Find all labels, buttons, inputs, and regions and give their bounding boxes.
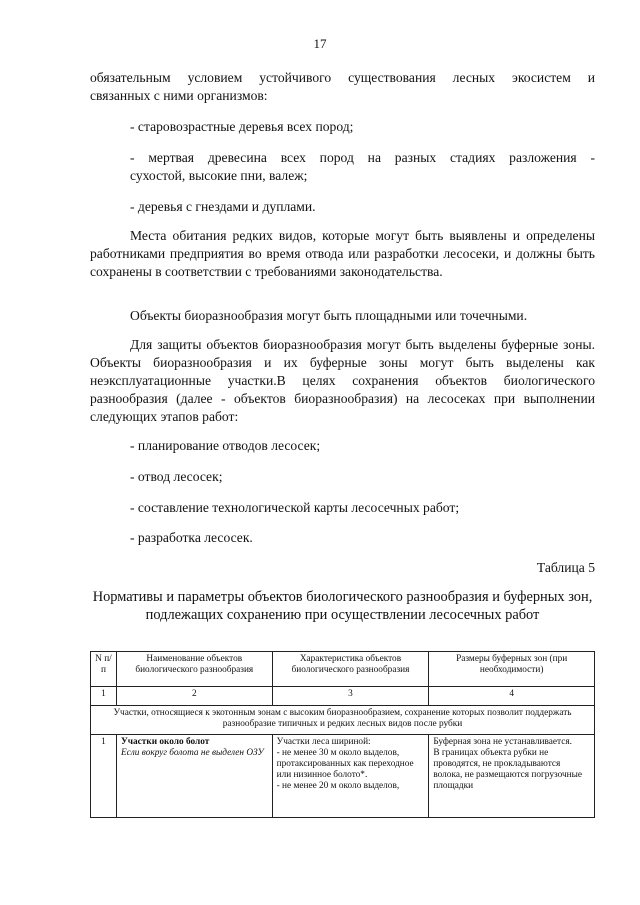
list-item: - разработка лесосек. <box>130 530 253 545</box>
paragraph: Для защиты объектов биоразнообразия могут быть выделены буферные зоны. Объекты биоразнообразия и их буферные зоны могут быть выделены как неэксплуатационные участки.В целях сохранения объектов биологического разнообразия (далее - объектов биоразнообразия) на лесосеках при выполнении следующих этапов работ: <box>90 337 595 424</box>
header-cell: Характеристика объектов биологического разнообразия <box>272 652 429 687</box>
table-label: Таблица 5 <box>536 560 595 575</box>
paragraph: Места обитания редких видов, которые могут быть выявлены и определены работниками предприятия во время отвода или разработки лесосеки, и должны быть сохранены в соответствии с требованиями законодательства. <box>90 228 595 279</box>
characteristic-cell <box>272 735 429 818</box>
column-number-cell: 3 <box>272 687 429 706</box>
table-row <box>91 735 595 818</box>
list-item-continuation: сухостой, высокие пни, валеж; <box>130 168 308 183</box>
characteristic-line: Участки леса шириной: <box>276 737 371 747</box>
paragraph-line: обязательным условием устойчивого существования лесных экосистем и <box>90 70 595 85</box>
column-number-cell: 4 <box>429 687 595 706</box>
list-item: - деревья с гнездами и дуплами. <box>130 199 316 214</box>
list-item: - старовозрастные деревья всех пород; <box>130 119 354 134</box>
buffer-cell <box>429 735 595 818</box>
header-cell: Наименование объектов биологического разнообразия <box>116 652 272 687</box>
column-number-row <box>91 687 595 706</box>
characteristic-line: - не менее 30 м около выделов, протаксированных как переходное или низинное болото*. <box>276 748 414 780</box>
buffer-line: Буферная зона не устанавливается. <box>433 737 572 747</box>
column-number-cell: 2 <box>116 687 272 706</box>
page-number: 17 <box>313 36 327 51</box>
list-item: - планирование отводов лесосек; <box>130 438 321 453</box>
list-item: - составление технологической карты лесосечных работ; <box>130 500 460 515</box>
table-header-row <box>91 652 595 687</box>
object-note: Если вокруг болота не выделен ОЗУ <box>120 748 264 758</box>
object-name: Участки около болот <box>120 737 210 747</box>
paragraph-line: связанных с ними организмов: <box>90 88 268 103</box>
list-item: - отвод лесосек; <box>130 469 223 484</box>
section-row <box>91 706 595 735</box>
row-number-cell: 1 <box>91 735 117 818</box>
column-number-cell: 1 <box>91 687 117 706</box>
object-name-cell <box>116 735 272 818</box>
paragraph: Объекты биоразнообразия могут быть площадными или точечными. <box>130 308 528 323</box>
norms-table <box>90 651 595 818</box>
characteristic-line: - не менее 20 м около выделов, <box>276 781 400 791</box>
header-cell: Размеры буферных зон (при необходимости) <box>429 652 595 687</box>
section-cell: Участки, относящиеся к экотонным зонам с высоким биоразнообразием, сохранение которых позволит поддержать разнообразие типичных и редких лесных видов после рубки <box>91 706 595 735</box>
header-cell: N п/п <box>91 652 117 687</box>
table-title: Нормативы и параметры объектов биологического разнообразия и буферных зон, подлежащих сохранению при осуществлении лесосечных работ <box>92 589 593 623</box>
buffer-line: В границах объекта рубки не проводятся, не прокладываются волока, не размещаются погрузочные площадки <box>433 748 583 791</box>
list-item: - мертвая древесина всех пород на разных стадиях разложения - <box>130 150 595 165</box>
